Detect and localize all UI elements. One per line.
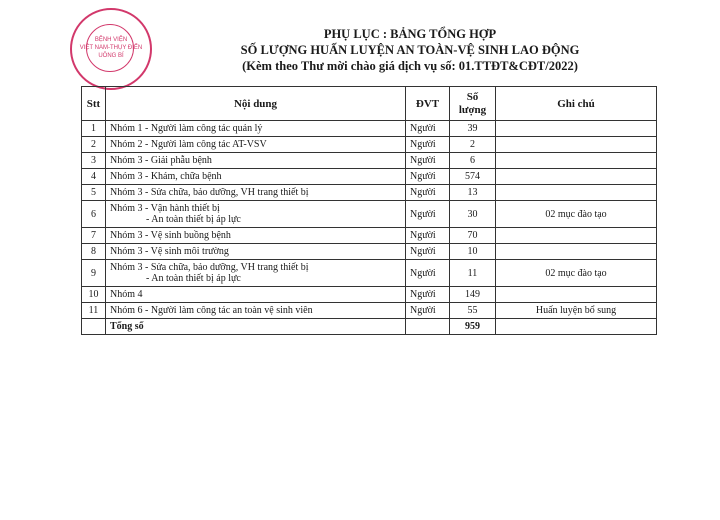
row-qty: 6 [450, 153, 496, 169]
total-row [82, 319, 657, 335]
row-content-line: Nhóm 6 - Người làm công tác an toàn vệ sinh viên [110, 305, 313, 316]
row-content [106, 137, 406, 153]
total-qty: 959 [450, 319, 496, 335]
stamp-text: BỆNH VIỆN [94, 37, 128, 43]
table-row [82, 287, 657, 303]
row-note: Huấn luyện bổ sung [496, 303, 657, 319]
row-unit: Người [406, 228, 450, 244]
summary-table [81, 86, 657, 335]
row-unit: Người [406, 244, 450, 260]
row-content [106, 169, 406, 185]
document-reference: (Kèm theo Thư mời chào giá dịch vụ số: 01.TTĐT&CĐT/2022) [242, 59, 578, 73]
row-stt: 4 [82, 169, 106, 185]
header-content: Nội dung [106, 87, 406, 121]
row-qty: 11 [450, 260, 496, 287]
table-header-row [82, 87, 657, 121]
stamp-text: VIỆT NAM-THỤY ĐIỂN [79, 45, 143, 51]
table-row [82, 201, 657, 228]
row-qty: 55 [450, 303, 496, 319]
row-stt: 1 [82, 121, 106, 137]
row-qty: 149 [450, 287, 496, 303]
table-row [82, 137, 657, 153]
row-content-line: Nhóm 2 - Người làm công tác AT-VSV [110, 139, 267, 150]
row-unit: Người [406, 303, 450, 319]
row-content-line: Nhóm 4 [110, 289, 143, 300]
row-unit: Người [406, 260, 450, 287]
row-stt: 9 [82, 260, 106, 287]
header-unit: ĐVT [406, 87, 450, 121]
table-row [82, 185, 657, 201]
row-note: 02 mục đào tạo [496, 260, 657, 287]
row-qty: 10 [450, 244, 496, 260]
table-row [82, 260, 657, 287]
stamp-text: UÔNG BÍ [98, 53, 124, 59]
row-unit: Người [406, 201, 450, 228]
row-unit: Người [406, 153, 450, 169]
row-stt: 5 [82, 185, 106, 201]
row-note [496, 121, 657, 137]
row-unit: Người [406, 185, 450, 201]
row-unit: Người [406, 287, 450, 303]
row-stt: 11 [82, 303, 106, 319]
row-content-line: Nhóm 1 - Người làm công tác quản lý [110, 123, 263, 134]
row-content [106, 287, 406, 303]
row-unit: Người [406, 137, 450, 153]
table-row [82, 244, 657, 260]
table-row [82, 153, 657, 169]
row-note [496, 169, 657, 185]
table-row [82, 303, 657, 319]
document-header [150, 26, 670, 74]
total-unit-empty [406, 319, 450, 335]
row-content-line: Nhóm 3 - Sửa chữa, bảo dưỡng, VH trang thiết bị [110, 187, 309, 198]
total-note-empty [496, 319, 657, 335]
row-note [496, 244, 657, 260]
row-content [106, 228, 406, 244]
row-content-line: Nhóm 3 - Giải phẫu bệnh [110, 155, 212, 166]
table-row [82, 121, 657, 137]
row-content [106, 244, 406, 260]
row-note: 02 mục đào tạo [496, 201, 657, 228]
row-stt: 7 [82, 228, 106, 244]
row-note [496, 287, 657, 303]
header-stt: Stt [82, 87, 106, 121]
table-row [82, 228, 657, 244]
row-unit: Người [406, 169, 450, 185]
row-stt: 3 [82, 153, 106, 169]
row-qty: 2 [450, 137, 496, 153]
row-qty: 574 [450, 169, 496, 185]
row-content-line: Nhóm 3 - Vận hành thiết bị [110, 203, 220, 214]
row-content [106, 121, 406, 137]
row-content-subline: - An toàn thiết bị áp lực [146, 273, 241, 284]
document-title: PHỤ LỤC : BẢNG TỔNG HỢP [323, 27, 497, 41]
header-qty: Số lượng [450, 87, 496, 121]
row-stt: 10 [82, 287, 106, 303]
row-content [106, 153, 406, 169]
row-note [496, 153, 657, 169]
row-content [106, 185, 406, 201]
total-label: Tổng số [106, 319, 406, 335]
row-qty: 13 [450, 185, 496, 201]
hospital-stamp [70, 8, 152, 90]
row-content-line: Nhóm 3 - Sửa chữa, bảo dưỡng, VH trang thiết bị [110, 262, 309, 273]
row-content-line: Nhóm 3 - Vệ sinh môi trường [110, 246, 229, 257]
header-note: Ghi chú [496, 87, 657, 121]
row-note [496, 185, 657, 201]
row-note [496, 228, 657, 244]
row-content [106, 201, 406, 228]
row-qty: 30 [450, 201, 496, 228]
row-qty: 70 [450, 228, 496, 244]
row-qty: 39 [450, 121, 496, 137]
row-note [496, 137, 657, 153]
row-stt: 8 [82, 244, 106, 260]
table-row [82, 169, 657, 185]
document-subtitle: SỐ LƯỢNG HUẤN LUYỆN AN TOÀN-VỆ SINH LAO ĐỘNG [240, 43, 580, 57]
total-stt-empty [82, 319, 106, 335]
row-content [106, 303, 406, 319]
row-content-line: Nhóm 3 - Khám, chữa bệnh [110, 171, 222, 182]
row-stt: 2 [82, 137, 106, 153]
row-unit: Người [406, 121, 450, 137]
row-content [106, 260, 406, 287]
row-content-subline: - An toàn thiết bị áp lực [146, 214, 241, 225]
row-stt: 6 [82, 201, 106, 228]
row-content-line: Nhóm 3 - Vệ sinh buồng bệnh [110, 230, 231, 241]
